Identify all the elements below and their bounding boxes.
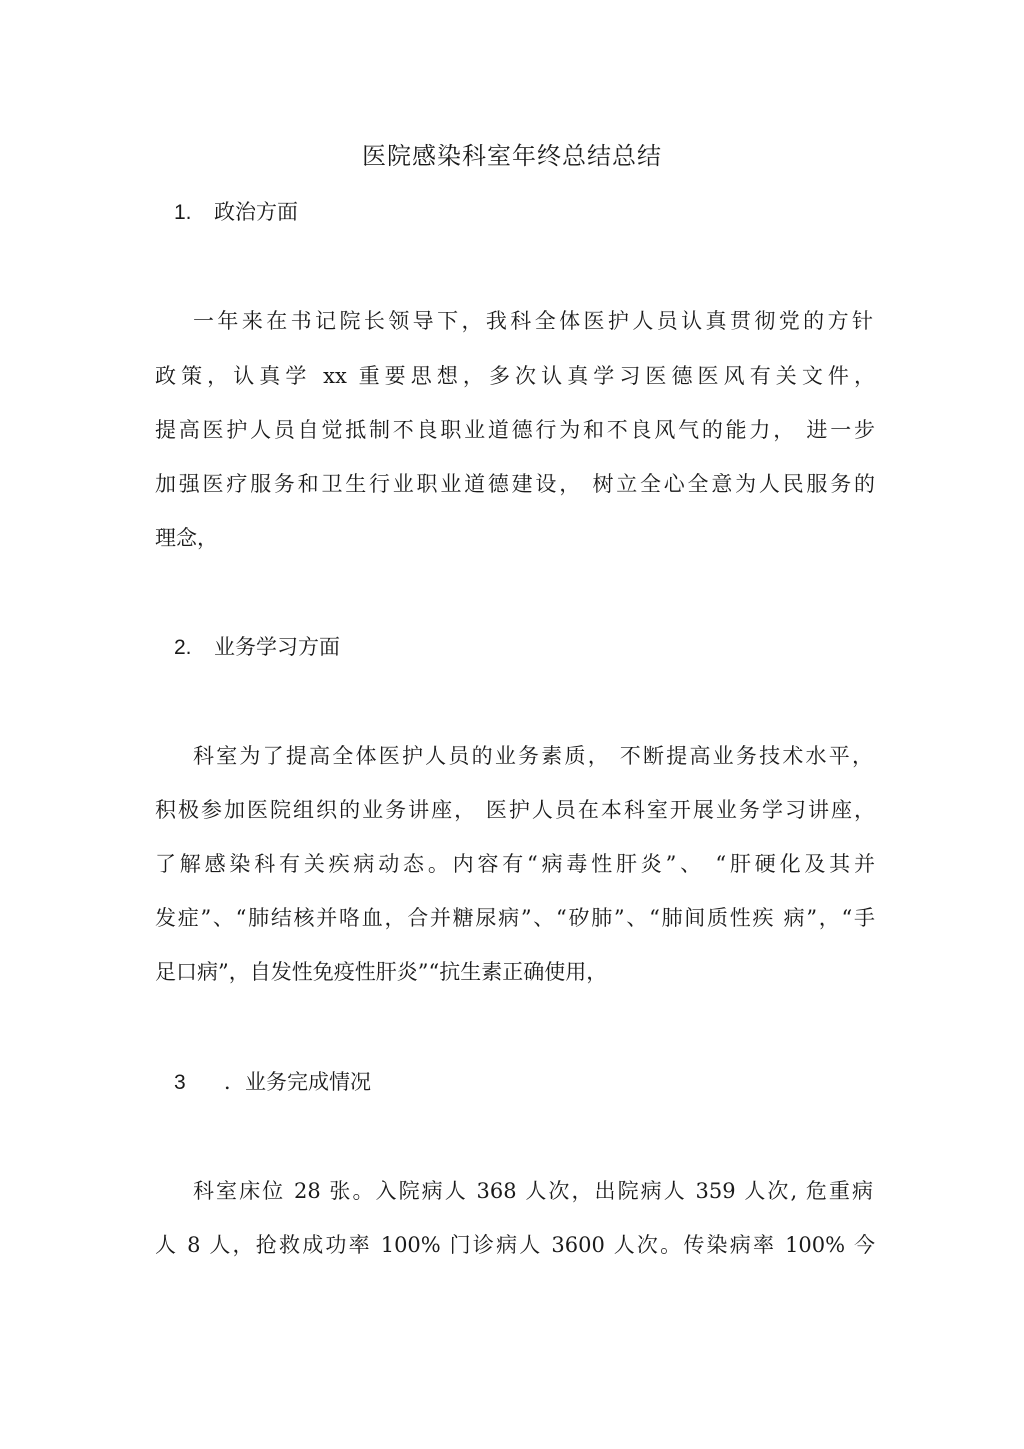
paragraph-line: 科室为了提高全体医护人员的业务素质， 不断提高业务技术水平， <box>193 744 873 768</box>
paragraph-line: 理念， <box>155 526 218 550</box>
section-number: 2. <box>174 636 192 659</box>
paragraph-line: 足口病”，自发性免疫性肝炎”“抗生素正确使用， <box>155 960 608 984</box>
paragraph-line: 人 8 人，抢救成功率 100% 门诊病人 3600 人次。传染病率 100% 今 <box>155 1233 875 1257</box>
paragraph-line: 加强医疗服务和卫生行业职业道德建设， 树立全心全意为人民服务的 <box>155 472 875 496</box>
paragraph-line: 发症”、“肺结核并咯血，合并糖尿病”、“矽肺”、“肺间质性疾 病”，“手 <box>155 906 875 930</box>
document-title: 医院感染科室年终总结总结 <box>362 142 662 170</box>
section-number: 3 <box>174 1071 186 1094</box>
section-title: 业务学习方面 <box>214 635 340 659</box>
section-title: 政治方面 <box>214 200 298 224</box>
section-heading-political <box>174 196 298 226</box>
section-heading-completion <box>174 1066 371 1096</box>
paragraph-line: 政策，认真学 xx 重要思想，多次认真学习医德医风有关文件， <box>155 364 875 388</box>
paragraph-line: 提高医护人员自觉抵制不良职业道德行为和不良风气的能力， 进一步 <box>155 418 875 442</box>
paragraph-line: 科室床位 28 张。入院病人 368 人次，出院病人 359 人次, 危重病 <box>193 1179 873 1203</box>
section-title: ．业务完成情况 <box>224 1070 371 1094</box>
paragraph-line: 了解感染科有关疾病动态。内容有“病毒性肝炎”、 “肝硬化及其并 <box>155 852 875 876</box>
section-heading-study <box>174 631 340 661</box>
section-number: 1. <box>174 201 192 224</box>
paragraph-line: 一年来在书记院长领导下，我科全体医护人员认真贯彻党的方针 <box>193 309 873 333</box>
paragraph-line: 积极参加医院组织的业务讲座， 医护人员在本科室开展业务学习讲座， <box>155 798 875 822</box>
